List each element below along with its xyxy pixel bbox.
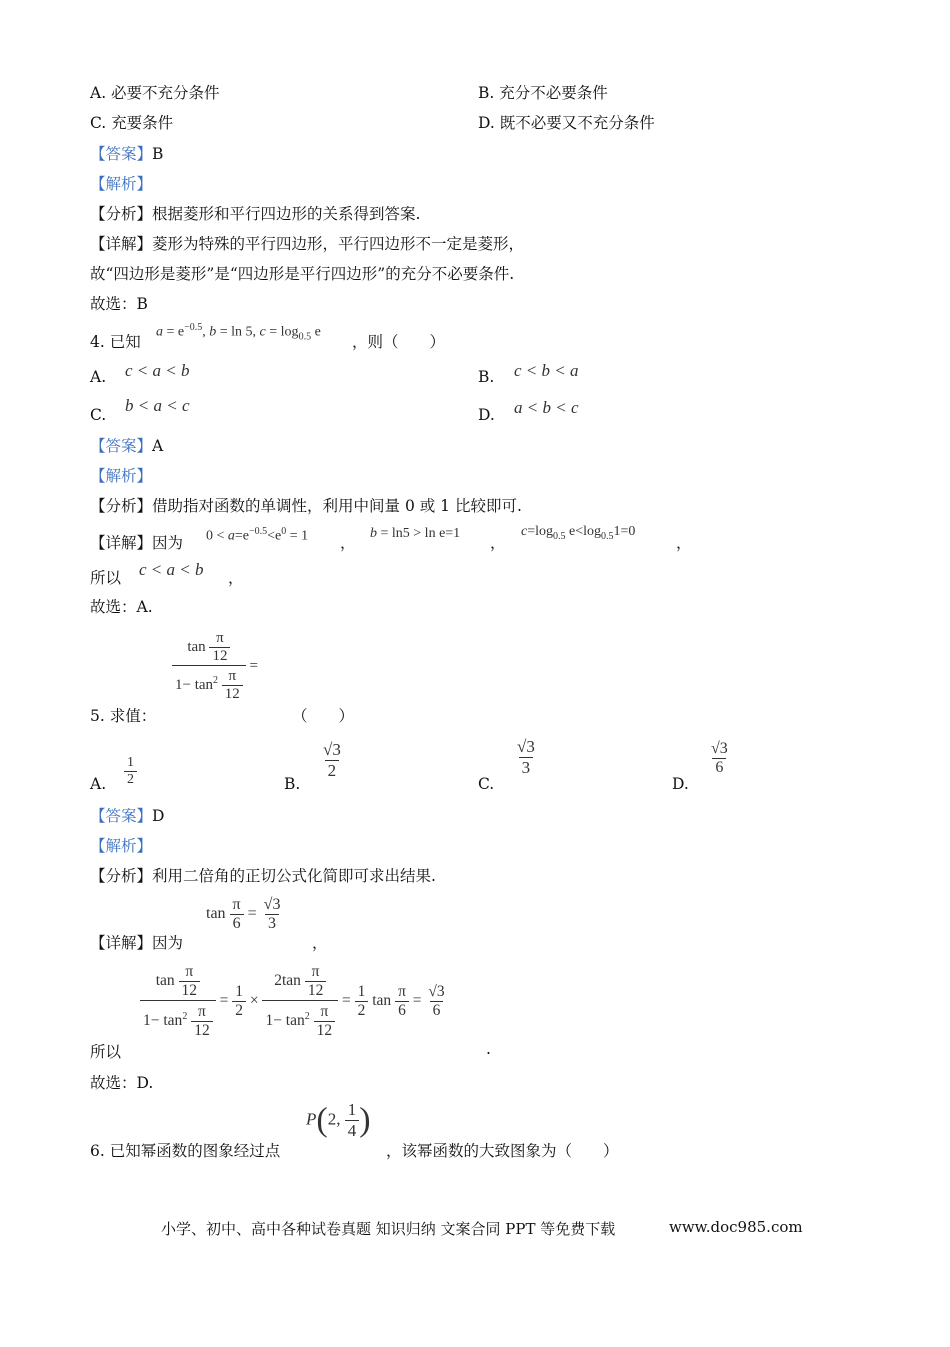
q5-formula-tan-pi-6: tan $\frac{\pi}{6}$ = $\frac{√3}{3}$ xyxy=(206,896,281,932)
q5-option-d: $\frac{√3}{6}$ xyxy=(711,740,728,776)
q4-answer xyxy=(90,434,163,456)
xiangjie-tag: 【详解】 xyxy=(90,934,153,952)
q6-point-formula: P(2, $\frac{1}{4}$ ) xyxy=(306,1100,371,1140)
q5-so-label: 所以 xyxy=(90,1043,122,1061)
q4-comma-2: ， xyxy=(490,534,506,552)
q5-option-b: $\frac{√3}{2}$ xyxy=(323,740,341,780)
q4-comma-3: ， xyxy=(676,534,692,552)
q5-option-c-label: C. xyxy=(478,775,495,793)
q5-choose: 故选：D. xyxy=(90,1074,154,1092)
q5-option-a: $\frac{1}{2}$ xyxy=(124,755,137,788)
q6-stem-prefix: 6. 已知幂函数的图象经过点 xyxy=(90,1142,281,1160)
answer-value: B xyxy=(152,145,164,163)
q5-option-a-label: A. xyxy=(90,775,107,793)
q3-option-b: B. 充分不必要条件 xyxy=(478,84,608,102)
fenxi-text: 根据菱形和平行四边形的关系得到答案. xyxy=(152,205,421,223)
fenxi-text: 利用二倍角的正切公式化简即可求出结果. xyxy=(152,867,436,885)
q4-option-c-label: C. xyxy=(90,406,107,424)
answer-value: D xyxy=(152,807,165,825)
footer-url[interactable]: www.doc985.com xyxy=(669,1218,803,1236)
q5-formula-derivation: tan $\frac{\pi}{12}$ $1- \tan^2$ $\frac{\pi}{12}$ = $\frac{1}{2}$ × 2tan $\frac{\pi}{12}$ $1- \tan^2$ $\frac{\pi}{12}$ = $\frac{1}{2}$ tan $\frac{\pi}{6}$ = $\frac{√3}{6}$ xyxy=(140,963,448,1040)
q4-xiangjie xyxy=(90,531,183,553)
q3-choose: 故选：B xyxy=(90,295,148,313)
answer-tag: 【答案】 xyxy=(90,807,153,825)
answer-tag: 【答案】 xyxy=(90,145,153,163)
fenxi-tag: 【分析】 xyxy=(90,867,153,885)
q5-answer xyxy=(90,804,164,826)
q5-option-c: $\frac{√3}{3}$ xyxy=(517,737,535,777)
q4-so-expr: c < a < b xyxy=(139,560,204,579)
q3-fenxi xyxy=(90,202,420,224)
q6-stem-suffix: ，该幂函数的大致图象为（ ） xyxy=(386,1142,619,1160)
q4-formula-c: $c=\log_{0.5}$ $e<\log_{0.5}1=0$ xyxy=(521,524,636,542)
q3-answer xyxy=(90,142,163,164)
q4-option-b-label: B. xyxy=(478,368,495,386)
q4-comma-1: ， xyxy=(340,534,356,552)
xiangjie-text: 菱形为特殊的平行四边形，平行四边形不一定是菱形， xyxy=(152,235,525,253)
q3-option-a: A. 必要不充分条件 xyxy=(90,84,220,102)
q4-stem-suffix: ，则（ ） xyxy=(352,333,446,351)
q5-option-d-label: D. xyxy=(672,775,689,793)
q5-option-b-label: B. xyxy=(284,775,301,793)
answer-value: A xyxy=(152,437,164,455)
q4-option-d-label: D. xyxy=(478,406,495,424)
q3-xiangjie xyxy=(90,232,524,254)
q3-option-d: D. 既不必要又不充分条件 xyxy=(478,114,655,132)
q5-xiangjie xyxy=(90,931,183,953)
q4-stem-formula: $a = e^{-0.5}$, b = ln 5, $c = \log_{0.5} e$ xyxy=(156,322,321,343)
q5-analysis-tag: 【解析】 xyxy=(90,837,153,855)
because-text: 因为 xyxy=(152,934,184,952)
q4-so-comma: ， xyxy=(228,569,244,587)
answer-tag: 【答案】 xyxy=(90,437,153,455)
xiangjie-tag: 【详解】 xyxy=(90,235,153,253)
xiangjie-tag: 【详解】 xyxy=(90,534,153,552)
q4-option-d: a < b < c xyxy=(514,398,579,417)
fenxi-text: 借助指对函数的单调性，利用中间量 0 或 1 比较即可. xyxy=(152,497,522,515)
q4-formula-b: b = ln5 > ln e=1 xyxy=(370,526,461,541)
q4-option-c: b < a < c xyxy=(125,396,190,415)
q4-so-label: 所以 xyxy=(90,569,122,587)
q5-stem-formula: tan $\frac{\pi}{12}$ $1- \tan^2$ $\frac{\pi}{12}$ = xyxy=(172,630,258,703)
q5-paren: （ ） xyxy=(292,707,355,725)
because-text: 因为 xyxy=(152,534,184,552)
q5-comma: ， xyxy=(312,934,328,952)
q3-analysis-tag: 【解析】 xyxy=(90,175,153,193)
q4-option-a-label: A. xyxy=(90,368,107,386)
q4-analysis-tag: 【解析】 xyxy=(90,467,153,485)
q4-option-a: c < a < b xyxy=(125,361,190,380)
q5-period: . xyxy=(486,1040,491,1058)
q4-stem-prefix: 4. 已知 xyxy=(90,333,141,351)
footer-text: 小学、初中、高中各种试卷真题 知识归纳 文案合同 PPT 等免费下载 xyxy=(161,1220,616,1238)
q4-fenxi xyxy=(90,494,522,516)
q5-fenxi xyxy=(90,864,436,886)
q3-option-c: C. 充要条件 xyxy=(90,114,174,132)
q5-stem: 5. 求值： xyxy=(90,707,157,725)
q4-option-b: c < b < a xyxy=(514,361,579,380)
fenxi-tag: 【分析】 xyxy=(90,497,153,515)
q3-xiangjie-line2: 故“四边形是菱形”是“四边形是平行四边形”的充分不必要条件. xyxy=(90,265,515,283)
q4-formula-a: $0 < a=e^{-0.5}<e^0 = 1$ xyxy=(206,526,309,544)
fenxi-tag: 【分析】 xyxy=(90,205,153,223)
q4-choose: 故选：A. xyxy=(90,598,153,616)
